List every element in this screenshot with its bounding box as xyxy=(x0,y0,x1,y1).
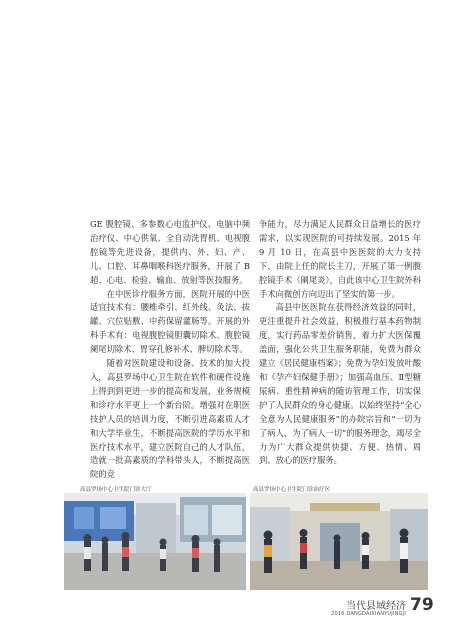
photo-treatment-area xyxy=(250,493,428,590)
paragraph: 随着对医院建设和设备、技术的加大投入，高县罗场中心卫生院在软件和硬件设施上得到到更进一步的提高和发展，业务规模和诊疗水平更上一个新台阶。增强对在职医技护人员的培训力度，不断引进高素质人才和大学毕业生，不断提高医院的学历水平和医疗技术水平，建立医院自己的人才队伍，造就一批高素质的学科带头人，不断提高医院的竞 xyxy=(90,358,250,480)
article-column-left xyxy=(90,218,250,482)
photo-caption-left: 高县罗场中心卫生院门诊大厅 xyxy=(80,487,152,493)
photo-outpatient-hall xyxy=(64,493,246,590)
paragraph: 争能力，尽力满足人民群众日益增长的医疗需求，以实现医院的可持续发展。2015 年 9 月 10 日，在高县中医医院的大力支持下，由院上任的院长主刀，开展了第一例腹腔镜手术（阑尾炎），自此该中心卫生院外科手术向微创方向迈出了坚实的第一步。 xyxy=(259,219,421,299)
magazine-subtitle: 2016 DANGDAIXIANYUJINGJI xyxy=(331,611,406,617)
paragraph: 高县中医医院在获得经济效益的同时，更注重提升社会效益，积极推行基本药物制度，实行药品零差价销售，着力扩大医保覆盖面，强化公共卫生服务职能，免费为群众建立《居民健康档案》；免费为孕妇发放叶酸和《孕产妇保健手册》；加强高血压、Ⅱ型糖尿病、重性精神病的随访管理工作，切实保护了人民群众的身心健康。以始终坚持“全心全意为人民健康服务”的办院宗旨和“一切为了病人，为了病人一切”的服务理念，竭尽全力为广大群众提供快捷、方便、热情、周到、放心的医疗服务。 xyxy=(259,302,421,466)
paragraph: GE 腹腔镜、多参数心电监护仪、电脑中频治疗仪、中心供氧、全自动洗胃机、电视腹腔镜等先进设备，提供内、外、妇、产、儿、口腔、耳鼻咽喉科医疗服务，开展了 B 超、心电、检验、输血、放射等医技服务。 xyxy=(90,219,250,285)
magazine-title: 当代县域经济 xyxy=(346,601,406,612)
page-number: 79 xyxy=(410,595,434,615)
paragraph: 在中医诊疗服务方面，医院开展的中医适宜技术有：腰椎牵引、红外线、灸法、拔罐、穴位贴敷、中药保留灌肠等。开展的外科手术有：电视腹腔镜胆囊切除术、腹腔镜阑尾切除术、胃穿孔修补术、脾切除术等。 xyxy=(90,288,250,355)
photo-caption-right: 高县罗场中心卫生院门诊治疗区 xyxy=(253,487,331,493)
article-column-right xyxy=(259,218,421,468)
